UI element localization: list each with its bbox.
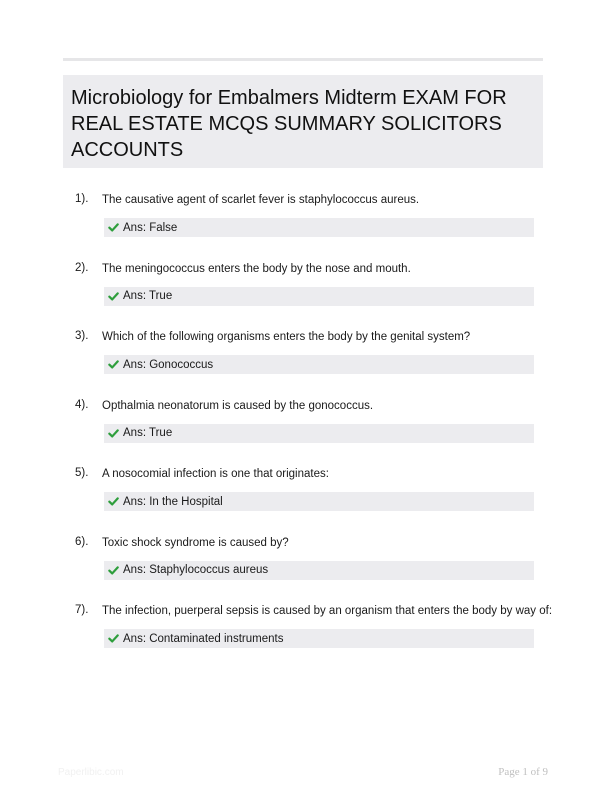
- check-icon: [108, 496, 119, 507]
- question-text: Opthalmia neonatorum is caused by the gonococcus.: [102, 399, 374, 412]
- answer-text: Ans: In the Hospital: [123, 495, 223, 508]
- answer-text: Ans: Gonococcus: [123, 358, 214, 371]
- question-text: Toxic shock syndrome is caused by?: [102, 536, 289, 549]
- question-text: The infection, puerperal sepsis is caused by an organism that enters the body by way of:: [102, 605, 553, 617]
- answer-box: [104, 561, 534, 580]
- question-text: The causative agent of scarlet fever is staphylococcus aureus.: [102, 194, 420, 206]
- answer-box: [104, 492, 534, 511]
- question-number: 4).: [75, 398, 89, 411]
- answer-box: [104, 218, 534, 237]
- question-item: [0, 603, 606, 672]
- document-title: Microbiology for Embalmers Midterm EXAM FOR REAL ESTATE MCQS SUMMARY SOLICITORS ACCOUNTS: [71, 87, 507, 161]
- question-number: 7).: [75, 604, 89, 616]
- answer-text: Ans: Staphylococcus aureus: [123, 564, 269, 576]
- answer-text: Ans: Contaminated instruments: [123, 632, 284, 645]
- check-icon: [108, 359, 119, 370]
- answer-text: Ans: False: [123, 221, 178, 234]
- answer-box: [104, 424, 534, 443]
- question-text: Which of the following organisms enters the body by the genital system?: [102, 331, 471, 343]
- check-icon: [108, 633, 119, 644]
- question-item: [0, 398, 606, 467]
- question-text: The meningococcus enters the body by the nose and mouth.: [102, 262, 411, 275]
- page-indicator: Page 1 of 9: [498, 766, 548, 778]
- answer-text: Ans: True: [123, 290, 173, 302]
- check-icon: [108, 565, 119, 576]
- question-item: [0, 535, 606, 604]
- answer-text: Ans: True: [123, 427, 173, 439]
- answer-box: [104, 287, 534, 306]
- answer-box: [104, 355, 534, 374]
- top-divider: [63, 58, 543, 61]
- check-icon: [108, 222, 119, 233]
- question-number: 2).: [75, 261, 89, 274]
- title-banner: [63, 75, 543, 168]
- question-number: 1).: [75, 193, 89, 205]
- question-list: [0, 192, 606, 672]
- question-number: 5).: [75, 467, 89, 479]
- question-item: [0, 261, 606, 330]
- answer-box: [104, 629, 534, 648]
- check-icon: [108, 291, 119, 302]
- question-item: [0, 329, 606, 398]
- question-item: [0, 192, 606, 261]
- question-number: 6).: [75, 535, 89, 548]
- question-text: A nosocomial infection is one that originates:: [102, 468, 329, 480]
- check-icon: [108, 428, 119, 439]
- footer-watermark: Paperlibic.com: [58, 767, 124, 778]
- question-number: 3).: [75, 330, 89, 342]
- question-item: [0, 466, 606, 535]
